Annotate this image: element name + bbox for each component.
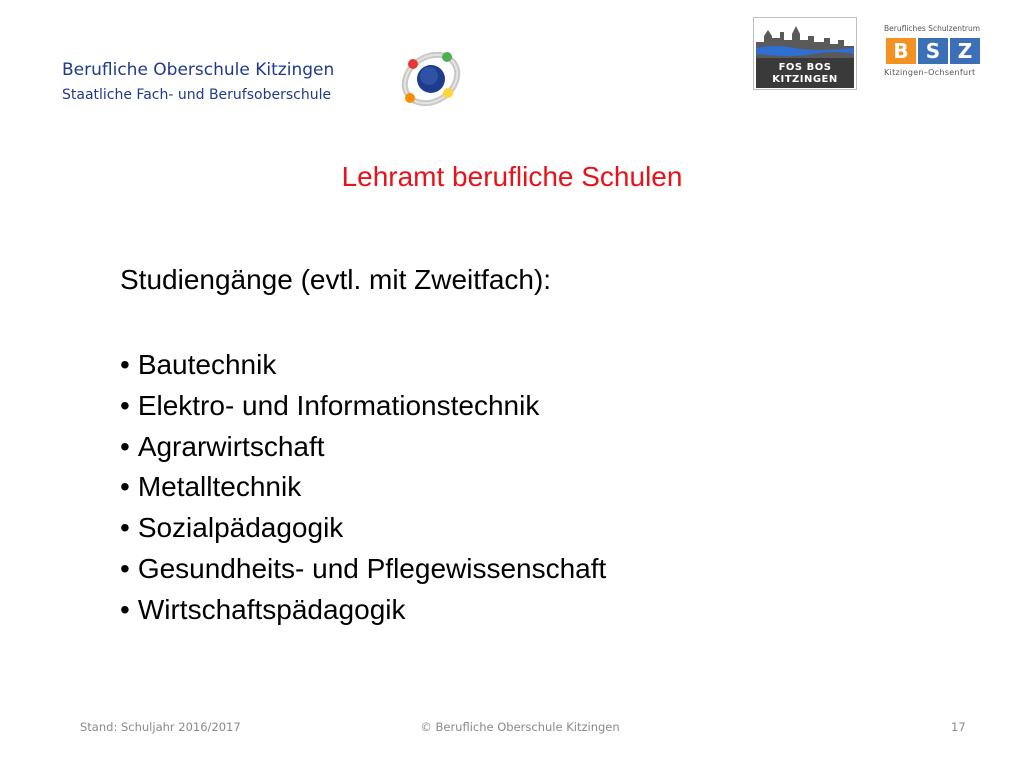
page-number: 17 xyxy=(951,720,966,734)
list-item-label: Sozialpädagogik xyxy=(137,512,344,544)
slide-title: Lehramt berufliche Schulen xyxy=(341,161,683,192)
slide-intro: Studiengänge (evtl. mit Zweitfach): xyxy=(120,264,552,295)
school-subtitle: Staatliche Fach- und Berufsoberschule xyxy=(62,87,332,103)
list-item-label: Elektro- und Informationstechnik xyxy=(137,389,540,421)
list-item xyxy=(120,549,606,590)
bsz-letter-b: B xyxy=(886,38,916,64)
list-item-label: Wirtschaftspädagogik xyxy=(137,593,406,625)
school-name: Berufliche Oberschule Kitzingen xyxy=(62,60,335,80)
bsz-letter-s: S xyxy=(918,38,948,64)
list-item-label: Metalltechnik xyxy=(137,471,302,503)
list-item-label: Bautechnik xyxy=(137,349,277,380)
orbit-logo-icon xyxy=(398,46,464,112)
list-item xyxy=(120,467,606,508)
footer-date: Stand: Schuljahr 2016/2017 xyxy=(80,720,241,734)
bullet-icon: • xyxy=(120,512,130,544)
list-item-label: Agrarwirtschaft xyxy=(137,430,325,462)
bullet-icon: • xyxy=(120,349,130,380)
bsz-bottom-text: Kitzingen–Ochsenfurt xyxy=(884,68,976,77)
footer-copyright: © Berufliche Oberschule Kitzingen xyxy=(420,720,620,734)
bsz-logo xyxy=(884,24,994,84)
fosbos-kitzingen-logo xyxy=(753,17,857,90)
list-item xyxy=(120,590,606,631)
study-programs-list xyxy=(120,345,606,631)
bullet-icon: • xyxy=(120,471,130,503)
bullet-icon: • xyxy=(120,430,130,462)
bullet-icon: • xyxy=(120,552,130,584)
list-item xyxy=(120,345,606,386)
fosbos-line1: FOS BOS xyxy=(778,62,832,73)
list-item-label: Gesundheits- und Pflegewissenschaft xyxy=(137,552,607,584)
fosbos-line2: KITZINGEN xyxy=(772,74,838,85)
bullet-icon: • xyxy=(120,593,130,625)
bsz-top-text: Berufliches Schulzentrum xyxy=(884,24,981,33)
list-item xyxy=(120,386,606,427)
bullet-icon: • xyxy=(120,389,130,421)
list-item xyxy=(120,427,606,468)
bsz-letter-z: Z xyxy=(950,38,980,64)
list-item xyxy=(120,508,606,549)
